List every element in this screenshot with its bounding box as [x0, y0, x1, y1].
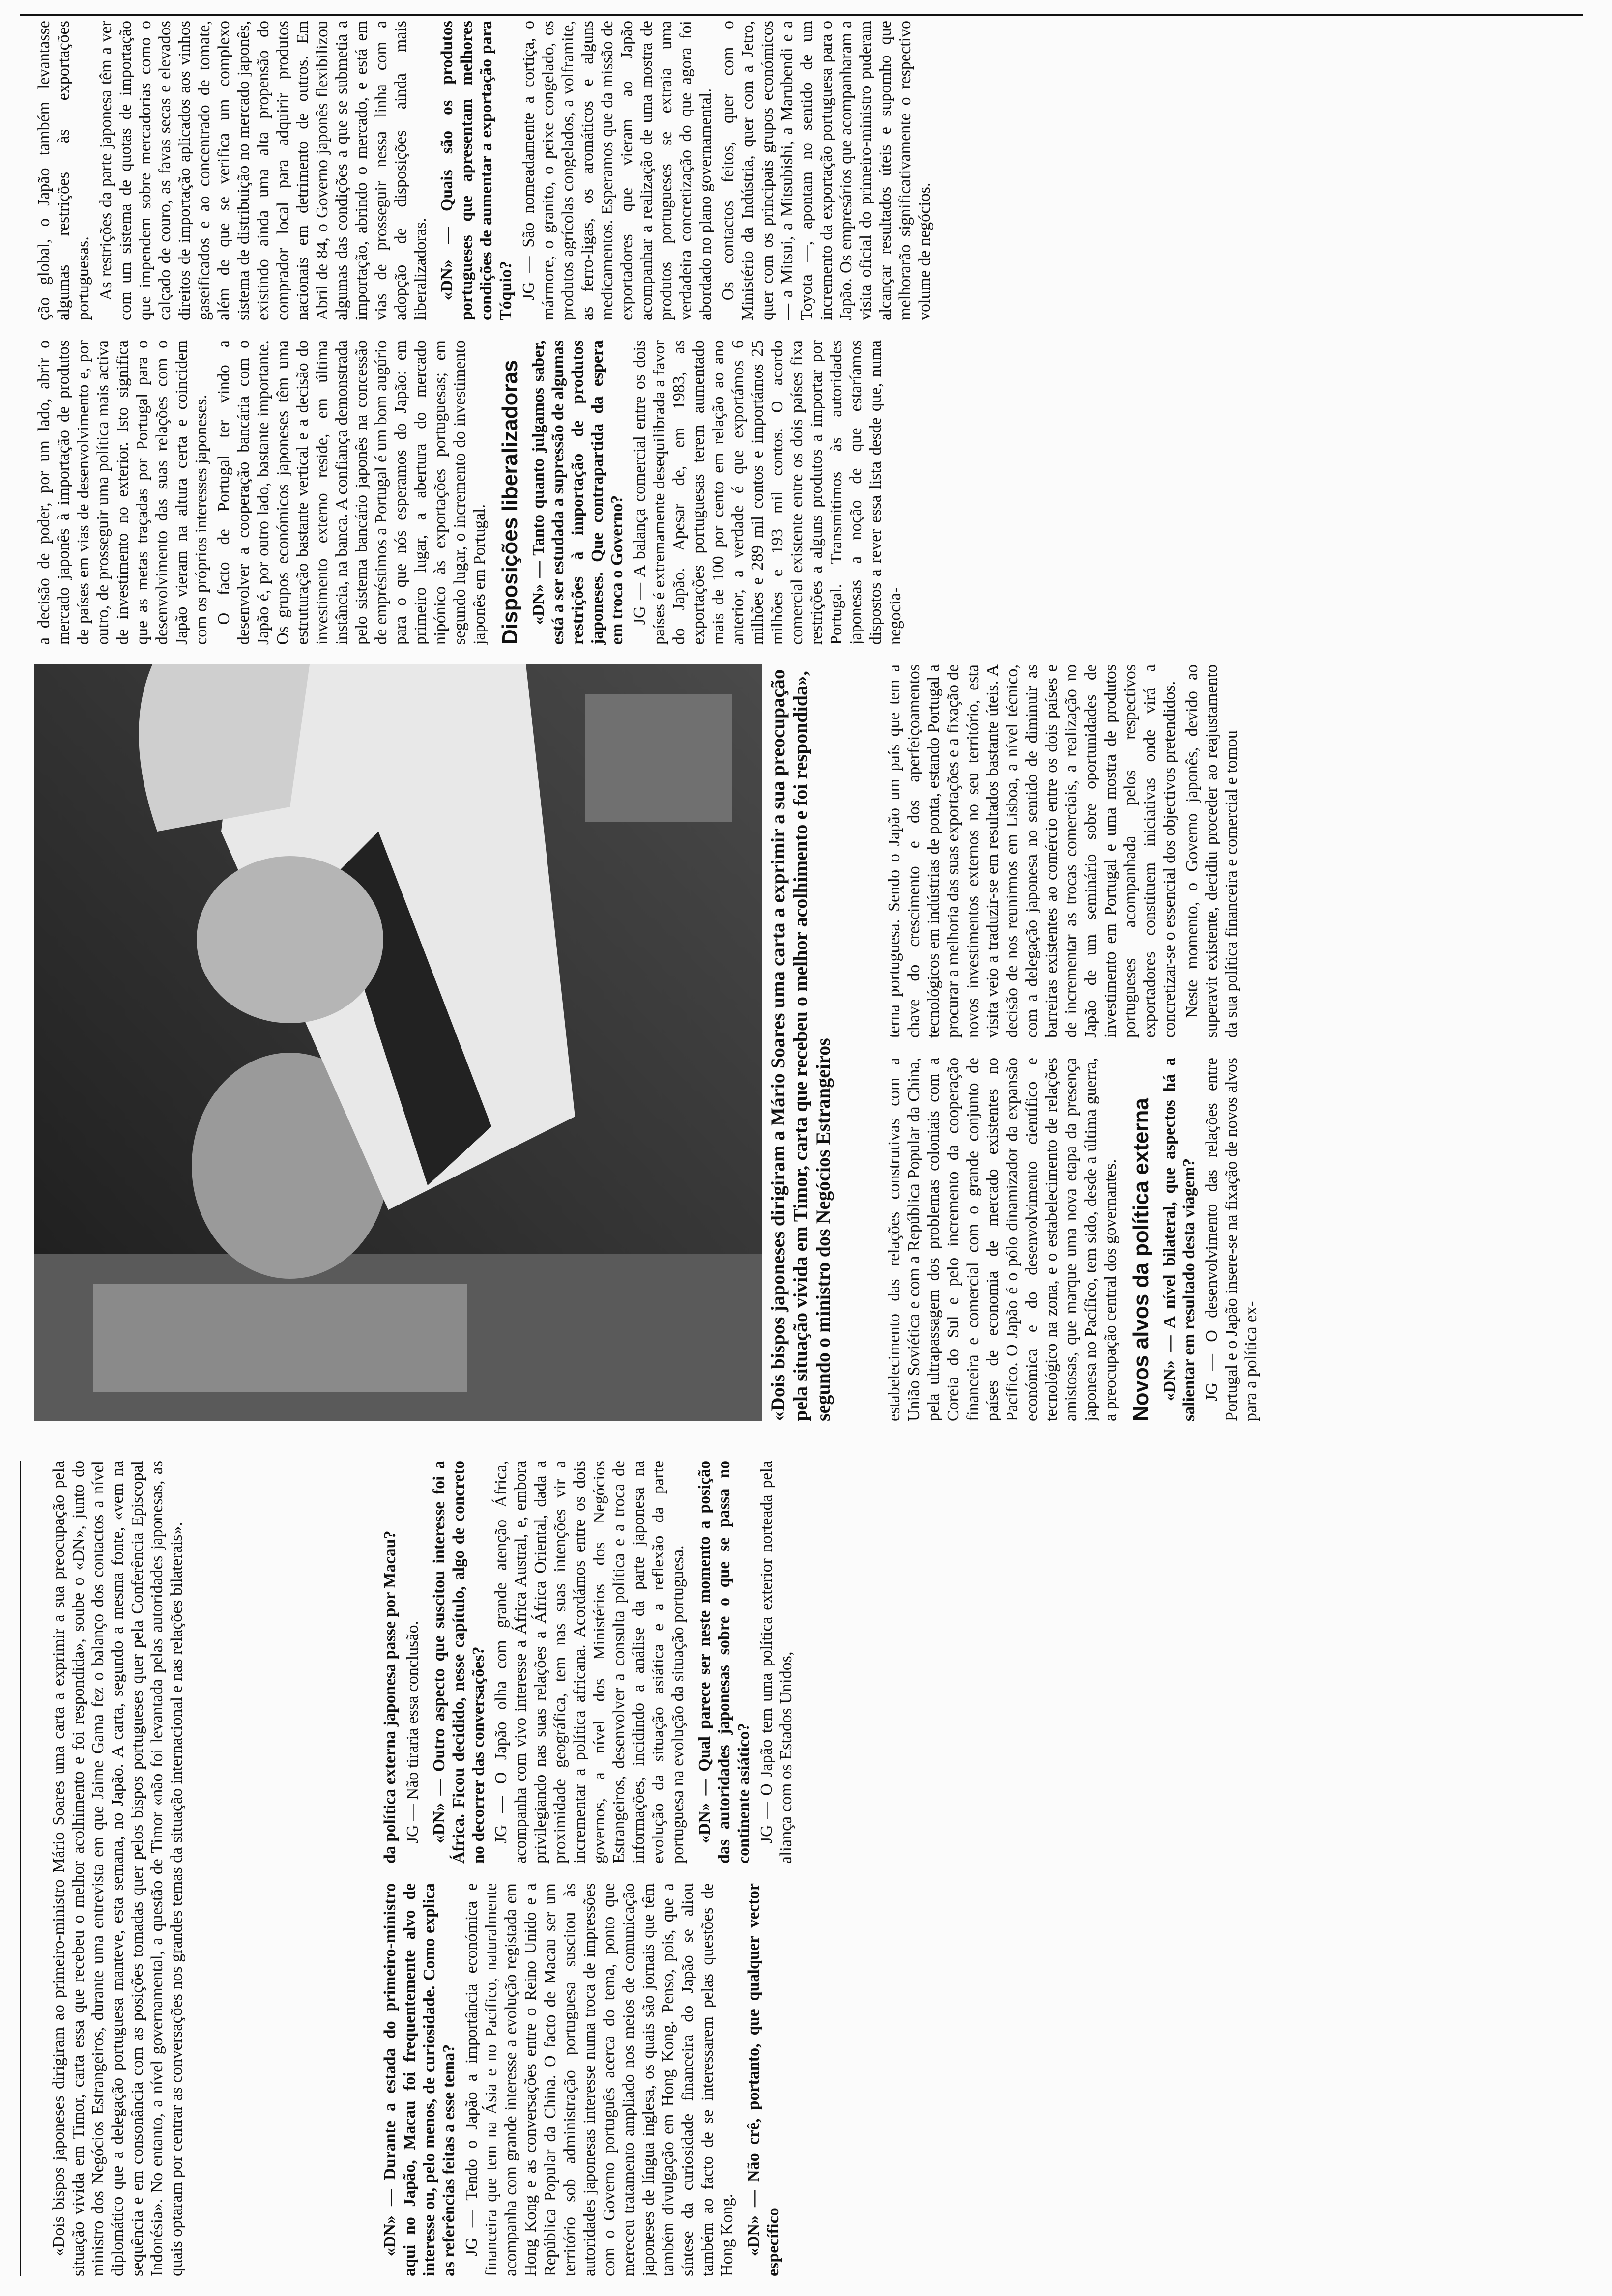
column-3 [885, 1058, 1553, 1421]
col4-para-0: terna portuguesa. Sendo o Japão um país que tem a chave do crescimento e dos aperfeiçoamentos tecnológicos em indústrias de ponta, estando Portugal a procurar a melhoria das suas exportações e a fixação de novos investimentos externos no seu território, esta visita veio a traduzir-se em resultados bastante úteis. A decisão de nos reunirmos em Lisboa, a nível técnico, com a delegação japonesa no sentido de diminuir as barreiras existentes ao comércio entre os dois países e de incrementar as trocas comerciais, a realização no Japão de um seminário sobre oportunidades de investimento em Portugal e uma mostra de produtos portugueses acompanhada pelos respectivos exportadores constituem iniciativas onde virá a concretizar-se o essencial dos objectivos pretendidos. [885, 664, 1179, 1038]
column-6 [34, 21, 1558, 320]
column-4 [885, 664, 1553, 1038]
col2-para-3: JG — O Japão olha com grande atenção África, acompanha com vivo interesse a África Austral, e, embora privilegiando nas suas relações a África Oriental, dada a proximidade geográfica, tem nas suas intenções vir a incrementar a política africana. Acordámos entre os dois governos, a nível dos Ministérios dos Negócios Estrangeiros, desenvolver a consulta política e a troca de informações, incidindo a análise da parte japonesa na evolução da situação asiática e a reflexão da parte portuguesa na evolução da situação portuguesa. [492, 1461, 687, 1864]
col1-para-1: JG — Tendo o Japão a importância económica e financeira que tem na Ásia e no Pacífico, naturalmente acompanha com grande interesse a evolução registada em Hong Kong e as conversações entre o Reino Unido e a República Popular da China. O facto de Macau ser um território sob administração portuguesa suscitou às autoridades japonesas interesse numa troca de impressões com o Governo português acerca do tema, ponto que mereceu tratamento ampliado nos meios de comunicação japoneses de língua inglesa, os quais são jornais que têm também divulgação em Hong Kong. Penso, pois, que a síntese da curiosidade financeira do Japão se aliou também ao facto de se interessarem pelas questões de Hong Kong. [462, 1883, 736, 2276]
col5-para-0: a decisão de poder, por um lado, abrir o mercado japonês à importação de produtos de países em vias de desenvolvimento e, por outro, de prosseguir uma política mais activa de investimento no exterior. Isto significa que as metas traçadas por Portugal para o desenvolvimento das suas relações com o Japão vieram na altura certa e coincidem com os próprios interesses japoneses. [35, 340, 210, 645]
col6-para-4: Os contactos feitos, quer com o Ministério da Indústria, quer com a Jetro, quer com os principais grupos económicos — a Mitsui, a Mitsubishi, a Marubendi e a Toyota —, apontam no sentido de um incremento da exportação portuguesa para o Japão. Os empresários que acompanharam a visita oficial do primeiro-ministro puderam alcançar resultados úteis e supomho que melhorarão significativamente o respectivo volume de negócios. [719, 21, 934, 320]
col5-para-3: «DN» — Tanto quanto julgamos saber, está a ser estudada a supressão de algumas restrições à importação de produtos japoneses. Que contrapartida da espera em troca o Governo? [529, 340, 626, 645]
col2-para-5: JG — O Japão tem uma política exterior norteada pela aliança com os Estados Unidos, [757, 1461, 795, 1864]
col6-para-0: ção global, o Japão também levantasse algumas restrições às exportações portuguesas. [35, 21, 92, 320]
photo-image [34, 664, 762, 1421]
col2-para-2: «DN» — Outro aspecto que suscitou interesse foi a África. Ficou decidido, nesse capítulo, algo de concreto no decorrer das conversações? [430, 1461, 488, 1864]
col3-para-2: «DN» — A nível bilateral, que aspectos há a salientar em resultado desta viagem? [1160, 1058, 1198, 1421]
column-2 [374, 1461, 1553, 1864]
col6-para-1: As restrições da parte japonesa têm a ver com um sistema de quotas de importação que impendem sobre mercadorias como o calçado de couro, as favas secas e elevados direitos de importação aplicados aos vinhos gaseificados e ao concentrado de tomate, além de que se verifica um complexo sistema de distribuição no mercado japonês, existindo ainda uma alta propensão do comprador local para adquirir produtos nacionais em detrimento de outros. Em Abril de 84, o Governo japonês flexibilizou algumas das condições a que se submetia a importação, abrindo o mercado, e está em vias de prosseguir nessa linha com a adopção de disposições ainda mais liberalizadoras. [97, 21, 430, 320]
col6-para-3: JG — São nomeadamente a cortiça, o mármore, o granito, o peixe congelado, os produtos agrícolas congelados, a volframite, as ferro-ligas, os aromáticos e alguns medicamentos. Esperamos que da missão de exportadores que vieram ao Japão acompanhar a realização de uma mostra de produtos portugueses se extraia uma verdadeira concretização do que agora foi abordado no plano governamental. [519, 21, 715, 320]
intro-text: «Dois bispos japoneses dirigiram ao primeiro-ministro Mário Soares uma carta a exprimir a sua preocupação pela situação vivida em Timor, carta essa que recebeu o melhor acolhimento e foi respondida», soube o «DN», junto do ministro dos Negócios Estrangeiros, durante uma entrevista em que Jaime Gama fez o balanço dos contactos a nível diplomático que a delegação portuguesa manteve, esta semana, no Japão. A carta, segundo a mesma fonte, «vem na sequência e em consonância com as posições tomadas quer pelos bispos portugueses quer pela Conferência Episcopal Indonésia». No entanto, a nível governamental, a questão de Timor «não foi levantada pelas autoridades japonesas, as quais optaram por centrar as conversações nos grandes temas da situação internacional e nas relações bilaterais». [50, 1461, 186, 2276]
col5-para-4: JG — A balança comercial entre os dois países é extremamente desequilibrada a favor do Japão. Apesar de, em 1983, as exportações portuguesas terem aumentado mais de 100 por cento em relação ao ano anterior, a verdade é que exportámos 6 milhões e 289 mil contos e importámos 25 milhões e 193 mil contos. O acordo comercial existente entre os dois países fixa restrições a alguns produtos a importar por Portugal. Transmitimos às autoridades japonesas a noção de que estaríamos dispostos a rever essa lista desde que, numa negocia- [631, 340, 904, 645]
column-5 [34, 340, 1558, 645]
col4-para-1: Neste momento, o Governo japonês, devido ao superavit existente, decidiu proceder ao reajustamento da sua política financeira e comercial e tomou [1183, 664, 1240, 1038]
photo-handshake [34, 664, 762, 1421]
col6-para-2: «DN» — Quais são os produtos portugueses que apresentam melhores condições de aumentar a exportação para Tóquio? [438, 21, 515, 320]
col1-para-2: «DN» — Não crê, portanto, que qualquer vector específico [745, 1883, 782, 2276]
col3-para-0: estabelecimento das relações construtivas com a União Soviética e com a República Popular da China, pela ultrapassagem dos problemas coloniais com a Coreia do Sul e pelo incremento da cooperação financeira e comercial com o grande conjunto de países de economia de mercado existentes no Pacífico. O Japão é o pólo dinamizador da expansão económica e do desenvolvimento científico e tecnológico na zona, e o estabelecimento de relações amistosas, que marque uma nova etapa da presença japonesa no Pacífico, tem sido, desde a última guerra, a preocupação central dos governantes. [885, 1058, 1120, 1421]
col2-para-1: JG — Não tiraria essa conclusão. [403, 1621, 422, 1844]
col2-para-4: «DN» — Qual parece ser neste momento a posição das autoridades japonesas sobre o que se passa no continente asiático? [695, 1461, 753, 1864]
intro-paragraph [49, 1461, 364, 2276]
top-rule [20, 1461, 21, 2276]
col5-para-1: O facto de Portugal ter vindo a desenvolver a cooperação bancária com o Japão é, por outro lado, bastante importante. Os grupos económicos japoneses têm uma estruturação bastante vertical e a decisão do investimento externo reside, em última instância, na banca. A confiança demonstrada pelo sistema bancário japonês na concessão de empréstimos a Portugal é um bom augúrio para o que nós esperamos do Japão: em primeiro lugar, a abertura do mercado nipónico às exportações portuguesas; em segundo lugar, o incremento do investimento japonês em Portugal. [215, 340, 489, 645]
col3-heading: Novos alvos da política externa [1129, 1098, 1153, 1421]
col2-para-0: da política externa japonesa passe por Macau? [381, 1530, 399, 1864]
col1-para-0: «DN» — Durante a estada do primeiro-ministro aqui no Japão, Macau foi frequentemente alvo de interesse ou, pelo menos, de curiosidade. Como explica as referências feitas a esse tema? [381, 1883, 458, 2276]
column-1 [374, 1883, 1553, 2276]
col3-para-3: JG — O desenvolvimento das relações entre Portugal e o Japão insere-se na fixação de novos alvos para a política ex- [1203, 1058, 1260, 1421]
col5-heading: Disposições liberalizadoras [498, 360, 522, 645]
photo-caption: «Dois bispos japoneses dirigiram a Mário Soares uma carta a exprimir a sua preocupação pela situação vivida em Timor, carta que recebeu o melhor acolhimento e foi respondida», segundo o ministro dos Negócios Estrangeiros [767, 669, 834, 1421]
column-rule-right [20, 14, 1583, 16]
